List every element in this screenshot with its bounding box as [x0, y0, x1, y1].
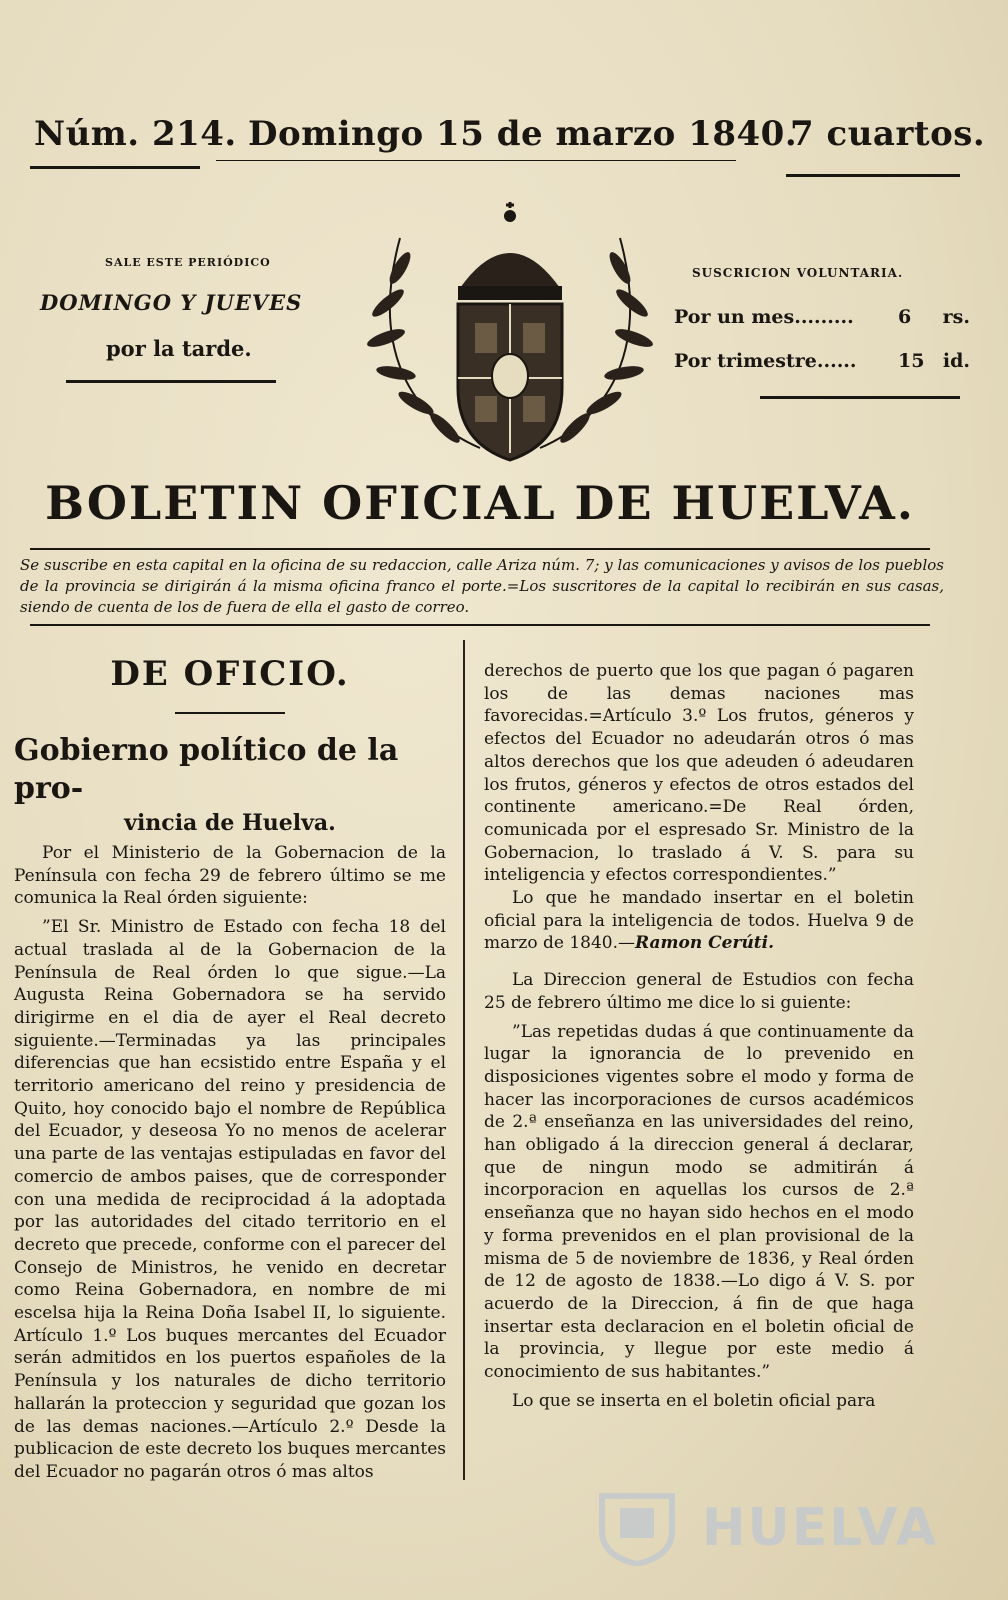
newspaper-title: BOLETIN OFICIAL DE HUELVA.	[45, 476, 915, 530]
paragraph: Por el Ministerio de la Gobernacion de la Península con fecha 29 de febrero último se me comunica la Real órden siguiente:	[14, 843, 446, 909]
subscription-amount: 6	[898, 306, 912, 328]
masthead-rule-left	[30, 166, 200, 169]
masthead-rule-right	[786, 174, 960, 177]
watermark-emblem-icon	[592, 1486, 682, 1566]
masthead	[30, 108, 986, 188]
paragraph: La Direccion general de Estudios con fecha 25 de febrero último me dice lo si guiente:	[484, 970, 914, 1013]
paragraph: derechos de puerto que los que pagan ó pagaren los de las demas naciones mas favorecidas.=Artículo 3.º Los frutos, géneros y efectos del Ecuador no adeudarán otros ó mas altos derechos que los que adeuden ó adeudaren los frutos, géneros y efectos de otros estados del continente americano.=De Real órden, comunicada por el espresado Sr. Ministro de la Gobernacion, lo traslado á V. S. para su inteligencia y efectos correspondientes.”	[484, 661, 914, 886]
subscription-label: Por un mes.........	[674, 306, 854, 328]
royal-crest-icon	[330, 198, 690, 468]
right-info-rule	[760, 396, 960, 399]
paragraph-text: Lo que he mandado insertar en el boletin oficial para la inteligencia de todos. Huelva 9 de marzo de 1840.—	[484, 888, 914, 954]
right-column	[484, 660, 914, 1413]
subscription-label: Por trimestre......	[674, 350, 857, 372]
subscription-notice: Se suscribe en esta capital en la oficina de su redaccion, calle Ariza núm. 7; y las comunicaciones y avisos de los pueblos de la provincia se dirigirán á la misma oficina franco el porte.=Los suscritores de la capital lo recibirán en sus casas, siendo de cuenta de los de fuera de ella el gasto de correo.	[20, 556, 944, 616]
masthead-rule-mid	[216, 160, 736, 161]
subscription-row-month	[674, 306, 970, 328]
paragraph	[484, 887, 914, 955]
issue-number: Núm. 214.	[34, 114, 237, 154]
watermark-text: HUELVA	[702, 1498, 939, 1558]
issue-date: Domingo 15 de marzo 1840.	[248, 114, 798, 154]
subscription-unit: id.	[942, 350, 970, 372]
subscription-amount: 15	[898, 350, 925, 372]
government-heading: Gobierno político de la pro-	[14, 733, 399, 806]
paragraph: ”El Sr. Ministro de Estado con fecha 18 del actual traslada al de la Gobernacion de la Península de Real órden lo que sigue.—La Augusta Reina Gobernadora se ha servido dirigirme en el dia de ayer el Real decreto siguiente.—Terminadas ya las principales diferencias que han ecsistido entre España y el territorio americano del reino y presidencia de Quito, hoy conocido bajo el nombre de República del Ecuador, y deseosa Yo no menos de acelerar una parte de las ventajas estipuladas en favor del comercio de ambos paises, que de corresponder con una medida de reciprocidad á la adoptada por las autoridades del citado territorio en el decreto que precede, conforme con el parecer del Consejo de Ministros, he venido en decretar como Reina Gobernadora, en nombre de mi escelsa hija la Reina Doña Isabel II, lo siguiente. Artículo 1.º Los buques mercantes del Ecuador serán admitidos en los puertos españoles de la Península y los naturales de dicho territorio hallarán la proteccion y seguridad que gozan los de las demas naciones.—Artículo 2.º Desde la publicacion de este decreto los buques mercantes del Ecuador no pagarán otros ó mas altos	[14, 917, 446, 1482]
section-title: DE OFICIO.	[110, 654, 350, 694]
paragraph: Lo que se inserta en el boletin oficial para	[512, 1390, 876, 1411]
publication-time: por la tarde.	[106, 336, 252, 361]
header-info	[30, 198, 970, 468]
publication-days: DOMINGO Y JUEVES	[40, 290, 303, 315]
paragraph: ”Las repetidas dudas á que continuamente da lugar la ignorancia de lo prevenido en disposiciones vigentes sobre el modo y forma de hacer las incorporaciones de cursos académicos de 2.ª enseñanza en las universidades del reino, han obligado á la direccion general á declarar, que de ningun modo se admitirán á incorporacion en aquellas los cursos de 2.ª enseñanza que no hayan sido hechos en el modo y forma prevenidos en el plan provisional de la misma de 5 de noviembre de 1836, y Real órden de 12 de agosto de 1838.—Lo digo á V. S. por acuerdo de la Direccion, á fin de que haga insertar esta declaracion en el boletin oficial de la provincia, y llegue por este medio á conocimiento de sus habitantes.”	[484, 1021, 914, 1383]
column-divider	[463, 640, 465, 1480]
publication-heading: SALE ESTE PERIÓDICO	[105, 256, 271, 269]
notice-rule-bottom	[30, 624, 930, 626]
section-rule	[175, 712, 285, 714]
subscription-row-quarter	[674, 350, 970, 372]
spacer	[484, 955, 914, 969]
signature: Ramon Cerúti.	[635, 933, 775, 954]
subscription-unit: rs.	[942, 306, 970, 328]
watermark	[592, 1486, 939, 1568]
notice-rule-top	[30, 548, 930, 550]
left-info-rule	[66, 380, 276, 383]
left-column	[14, 650, 446, 1484]
subscription-title: SUSCRICION VOLUNTARIA.	[692, 266, 904, 280]
government-subheading: vincia de Huelva.	[124, 810, 336, 836]
issue-price: 7 cuartos.	[790, 114, 986, 154]
